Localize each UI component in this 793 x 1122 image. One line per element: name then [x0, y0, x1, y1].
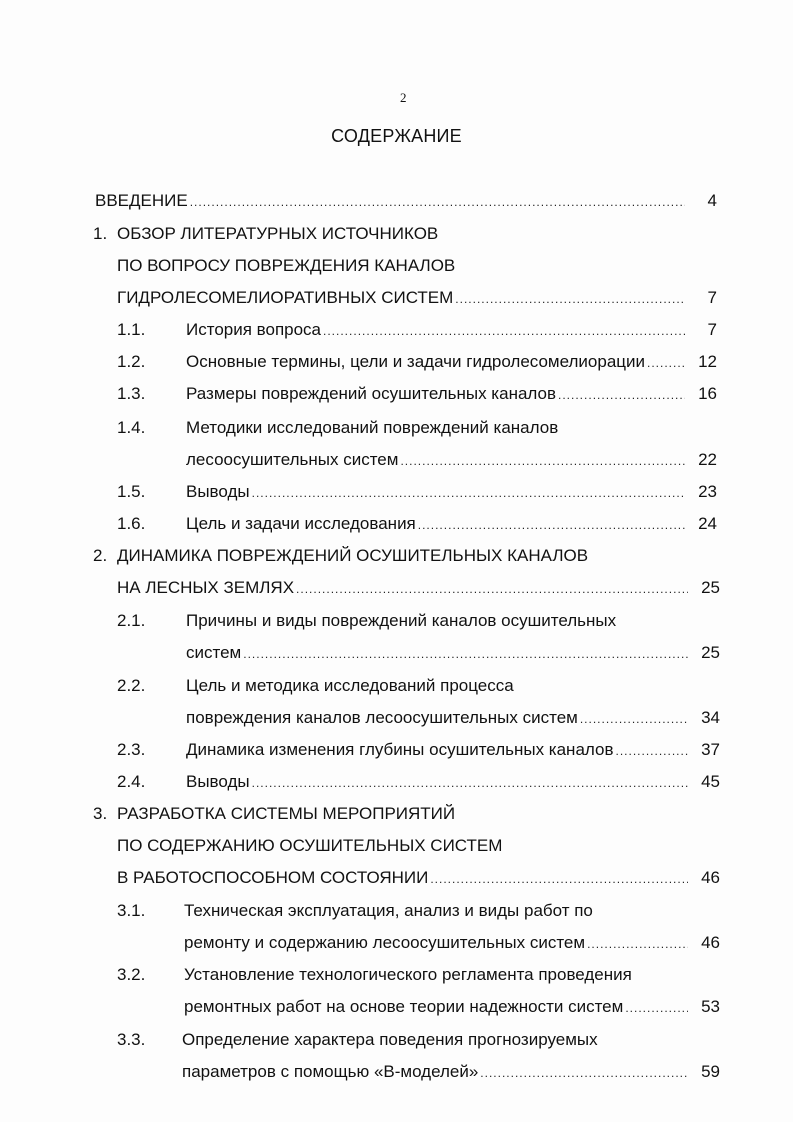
leader-dots — [558, 382, 685, 408]
section-title: Цель и методика исследований процесса — [186, 676, 514, 695]
section-number: 1.2. — [117, 352, 146, 371]
toc-entry-section[interactable] — [184, 994, 720, 1020]
leader-dots — [616, 738, 689, 764]
section-title: параметров с помощью «В-моделей» — [182, 1062, 479, 1081]
section-number: 1.3. — [117, 384, 146, 403]
section-title: повреждения каналов лесоосушительных систем — [186, 708, 578, 727]
page-title: СОДЕРЖАНИЕ — [331, 126, 462, 146]
toc-entry-section[interactable] — [186, 640, 720, 666]
leader-dots — [587, 931, 688, 957]
toc-page-number: 24 — [698, 514, 717, 533]
toc-page-number: 7 — [707, 288, 717, 307]
leader-dots — [323, 318, 685, 344]
toc-entry-intro[interactable] — [95, 188, 717, 214]
section-number: 1.4. — [117, 418, 146, 437]
leader-dots — [647, 350, 685, 376]
toc-page-number: 45 — [701, 772, 720, 791]
toc-page-number: 59 — [701, 1062, 720, 1081]
toc-page-number: 7 — [707, 320, 717, 339]
leader-dots — [480, 1060, 688, 1086]
toc-entry-chapter-3[interactable] — [117, 865, 720, 891]
toc-entry-section[interactable] — [186, 705, 720, 731]
chapter-title-line: ОБЗОР ЛИТЕРАТУРНЫХ ИСТОЧНИКОВ — [117, 224, 439, 243]
toc-entry-section[interactable] — [186, 317, 717, 343]
toc-page-number: 37 — [701, 740, 720, 759]
section-title: ремонту и содержанию лесоосушительных систем — [184, 933, 586, 952]
section-title: Определение характера поведения прогнозируемых — [182, 1030, 598, 1049]
leader-dots — [252, 770, 688, 796]
toc-page-number: 23 — [698, 482, 717, 501]
leader-dots — [296, 576, 688, 602]
chapter-title-line: РАЗРАБОТКА СИСТЕМЫ МЕРОПРИЯТИЙ — [117, 804, 456, 823]
toc-page-number: 12 — [698, 352, 717, 371]
chapter-number: 3. — [93, 804, 108, 823]
toc-entry-section[interactable] — [186, 381, 717, 407]
section-title: Техническая эксплуатация, анализ и виды работ по — [184, 901, 593, 920]
section-number: 1.5. — [117, 482, 146, 501]
toc-entry-section[interactable] — [186, 737, 720, 763]
section-number: 3.1. — [117, 901, 146, 920]
leader-dots — [400, 448, 685, 474]
toc-entry-section[interactable] — [186, 447, 717, 473]
section-number: 1.1. — [117, 320, 146, 339]
toc-entry-section[interactable] — [186, 479, 717, 505]
leader-dots — [430, 866, 688, 892]
toc-page-number: 46 — [701, 933, 720, 952]
chapter-title-line: ПО СОДЕРЖАНИЮ ОСУШИТЕЛЬНЫХ СИСТЕМ — [117, 836, 503, 855]
toc-entry-section[interactable] — [186, 769, 720, 795]
section-title: Методики исследований повреждений каналов — [186, 418, 559, 437]
section-title: Выводы — [186, 482, 250, 501]
chapter-title-line: НА ЛЕСНЫХ ЗЕМЛЯХ — [117, 578, 295, 597]
section-title: Установление технологического регламента проведения — [184, 965, 632, 984]
section-number: 2.3. — [117, 740, 146, 759]
page-number: 2 — [400, 90, 407, 105]
toc-entry-chapter-1[interactable] — [117, 285, 717, 311]
leader-dots — [625, 995, 688, 1021]
chapter-title-line: ГИДРОЛЕСОМЕЛИОРАТИВНЫХ СИСТЕМ — [117, 288, 454, 307]
section-number: 3.2. — [117, 965, 146, 984]
toc-page-number: 25 — [701, 578, 720, 597]
toc-entry-section[interactable] — [184, 930, 720, 956]
toc-page-number: 22 — [698, 450, 717, 469]
section-number: 1.6. — [117, 514, 146, 533]
section-number: 2.2. — [117, 676, 146, 695]
toc-page-number: 53 — [701, 997, 720, 1016]
chapter-number: 2. — [93, 546, 108, 565]
toc-entry-section[interactable] — [186, 349, 717, 375]
section-title: лесоосушительных систем — [186, 450, 399, 469]
chapter-title-line: ПО ВОПРОСУ ПОВРЕЖДЕНИЯ КАНАЛОВ — [117, 256, 456, 275]
section-title: Динамика изменения глубины осушительных каналов — [186, 740, 614, 759]
leader-dots — [190, 189, 685, 215]
toc-page-number: 25 — [701, 643, 720, 662]
chapter-number: 1. — [93, 224, 108, 243]
leader-dots — [580, 706, 688, 732]
chapter-title-line: ДИНАМИКА ПОВРЕЖДЕНИЙ ОСУШИТЕЛЬНЫХ КАНАЛОВ — [117, 546, 589, 565]
toc-entry-section[interactable] — [186, 511, 717, 537]
leader-dots — [455, 286, 685, 312]
section-title: Основные термины, цели и задачи гидролесомелиорации — [186, 352, 645, 371]
section-title: ремонтных работ на основе теории надежности систем — [184, 997, 624, 1016]
toc-entry-label: ВВЕДЕНИЕ — [95, 191, 188, 210]
toc-page-number: 4 — [707, 191, 717, 210]
section-title: Цель и задачи исследования — [186, 514, 416, 533]
section-title: Выводы — [186, 772, 250, 791]
section-title: История вопроса — [186, 320, 322, 339]
toc-page-number: 16 — [698, 384, 717, 403]
section-title: Причины и виды повреждений каналов осушительных — [186, 611, 617, 630]
leader-dots — [243, 641, 688, 667]
section-number: 2.1. — [117, 611, 146, 630]
toc-page-number: 34 — [701, 708, 720, 727]
toc-entry-section[interactable] — [182, 1059, 720, 1085]
toc-page-number: 46 — [701, 868, 720, 887]
toc-entry-chapter-2[interactable] — [117, 575, 720, 601]
section-title: Размеры повреждений осушительных каналов — [186, 384, 557, 403]
leader-dots — [252, 480, 685, 506]
section-number: 3.3. — [117, 1030, 146, 1049]
leader-dots — [418, 512, 685, 538]
section-number: 2.4. — [117, 772, 146, 791]
section-title: систем — [186, 643, 242, 662]
chapter-title-line: В РАБОТОСПОСОБНОМ СОСТОЯНИИ — [117, 868, 429, 887]
